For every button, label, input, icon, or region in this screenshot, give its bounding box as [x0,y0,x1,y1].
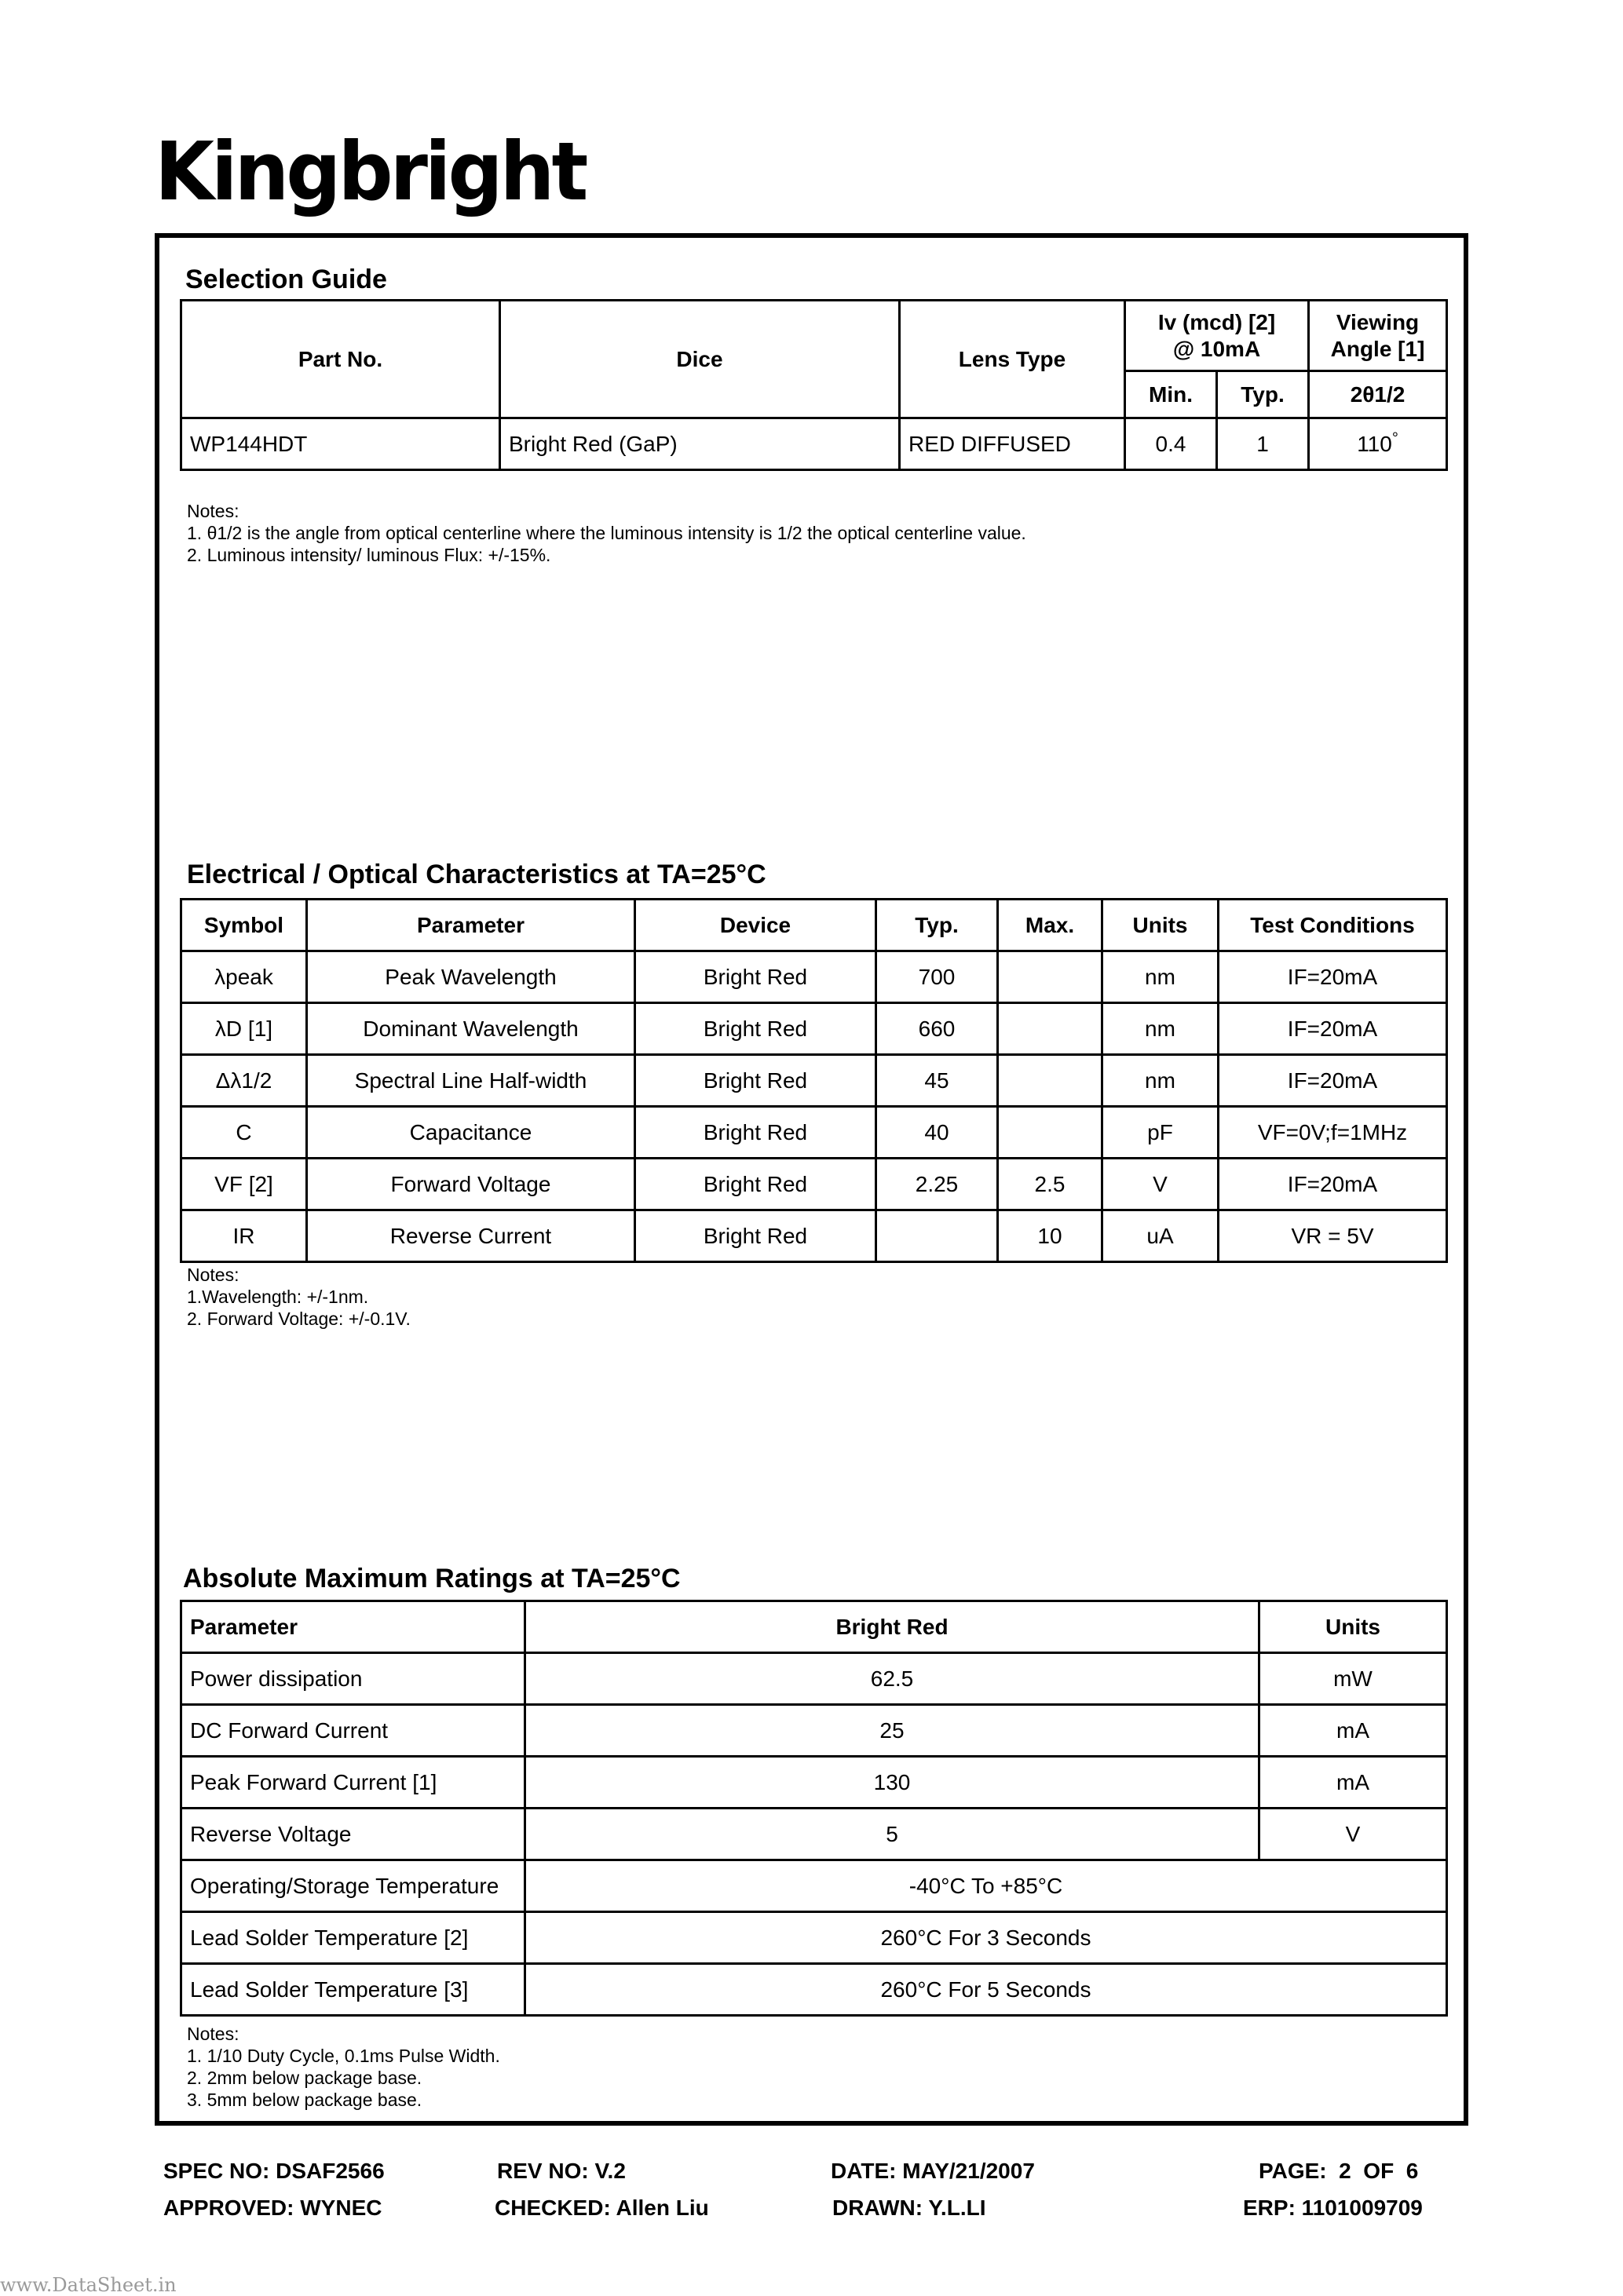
kingbright-logo: Kingbright [155,125,586,220]
electrical-title: Electrical / Optical Characteristics at TA=25°C [187,860,766,889]
header-parameter: Parameter [307,900,635,951]
table-row [181,1809,1447,1860]
cell-device: Bright Red [635,1003,876,1055]
cell-dice: Bright Red (GaP) [500,418,900,470]
table-row [181,418,1447,470]
cell-parameter: Reverse Voltage [181,1809,525,1860]
cell-max: 10 [998,1210,1102,1262]
cell-units: nm [1102,1055,1219,1107]
cell-device: Bright Red [635,1210,876,1262]
table-row [181,1159,1447,1210]
cell-min: 0.4 [1125,418,1217,470]
header-part-no: Part No. [181,301,500,418]
cell-symbol: λpeak [181,951,307,1003]
cell-parameter: Lead Solder Temperature [3] [181,1964,525,2016]
header-viewing-angle [1309,301,1447,371]
notes-label: Notes: [187,501,239,521]
table-row [181,1107,1447,1159]
cell-parameter: Reverse Current [307,1210,635,1262]
header-bright-red: Bright Red [525,1601,1259,1653]
absolute-ratings-table [180,1600,1448,2017]
cell-device: Bright Red [635,1159,876,1210]
electrical-notes [187,1264,411,1330]
cell-units: mW [1259,1653,1447,1705]
table-row [181,1003,1447,1055]
cell-typ [876,1210,998,1262]
cell-test-conditions: VR = 5V [1219,1210,1447,1262]
note-item: 2. 2mm below package base. [187,2068,422,2088]
header-test-conditions: Test Conditions [1219,900,1447,951]
cell-value: 25 [525,1705,1259,1757]
note-item: 2. Luminous intensity/ luminous Flux: +/-15%. [187,545,551,565]
footer-date: DATE: MAY/21/2007 [831,2159,1035,2183]
cell-value: 130 [525,1757,1259,1809]
table-row [181,1912,1447,1964]
cell-test-conditions: IF=20mA [1219,1159,1447,1210]
cell-typ: 45 [876,1055,998,1107]
cell-units: pF [1102,1107,1219,1159]
cell-test-conditions: VF=0V;f=1MHz [1219,1107,1447,1159]
cell-value: -40°C To +85°C [525,1860,1447,1912]
header-symbol: Symbol [181,900,307,951]
header-device: Device [635,900,876,951]
cell-test-conditions: IF=20mA [1219,1055,1447,1107]
cell-test-conditions: IF=20mA [1219,1003,1447,1055]
header-viewing-line2: Angle [1] [1330,336,1425,361]
note-item: 1. 1/10 Duty Cycle, 0.1ms Pulse Width. [187,2046,500,2066]
watermark: www.DataSheet.in [0,2274,177,2296]
cell-angle [1309,418,1447,470]
cell-lens-type: RED DIFFUSED [900,418,1125,470]
electrical-table [180,898,1448,1263]
cell-test-conditions: IF=20mA [1219,951,1447,1003]
angle-value: 110 [1357,431,1392,456]
header-viewing-line1: Viewing [1336,309,1420,334]
table-row [181,1757,1447,1809]
footer-erp: ERP: 1101009709 [1243,2196,1423,2220]
cell-max [998,1003,1102,1055]
cell-parameter: DC Forward Current [181,1705,525,1757]
cell-parameter: Operating/Storage Temperature [181,1860,525,1912]
table-row [181,1964,1447,2016]
table-row [181,1055,1447,1107]
header-units: Units [1102,900,1219,951]
note-item: 1. θ1/2 is the angle from optical centerline where the luminous intensity is 1/2 the optical centerline value. [187,523,1026,543]
degree-symbol: ° [1391,429,1398,447]
header-iv-line2: @ 10mA [1172,336,1261,361]
note-item: 1.Wavelength: +/-1nm. [187,1287,369,1307]
footer-drawn: DRAWN: Y.L.LI [832,2196,986,2220]
note-item: 2. Forward Voltage: +/-0.1V. [187,1309,411,1329]
cell-value: 62.5 [525,1653,1259,1705]
cell-device: Bright Red [635,1055,876,1107]
absolute-ratings-title: Absolute Maximum Ratings at TA=25°C [183,1564,681,1593]
absolute-notes [187,2023,500,2111]
footer-approved: APPROVED: WYNEC [163,2196,382,2220]
footer-spec-no: SPEC NO: DSAF2566 [163,2159,385,2183]
cell-max: 2.5 [998,1159,1102,1210]
header-max: Max. [998,900,1102,951]
cell-part-no: WP144HDT [181,418,500,470]
cell-units: V [1259,1809,1447,1860]
notes-label: Notes: [187,2024,239,2044]
header-lens-type: Lens Type [900,301,1125,418]
header-row [181,900,1447,951]
selection-guide-table [180,299,1448,471]
header-row [181,1601,1447,1653]
cell-parameter: Spectral Line Half-width [307,1055,635,1107]
cell-typ: 2.25 [876,1159,998,1210]
header-dice: Dice [500,301,900,418]
cell-typ: 40 [876,1107,998,1159]
cell-symbol: λD [1] [181,1003,307,1055]
cell-units: mA [1259,1757,1447,1809]
cell-parameter: Forward Voltage [307,1159,635,1210]
cell-symbol: IR [181,1210,307,1262]
note-item: 3. 5mm below package base. [187,2090,422,2110]
notes-label: Notes: [187,1265,239,1285]
cell-symbol: C [181,1107,307,1159]
header-iv-line1: Iv (mcd) [2] [1157,309,1276,334]
cell-units: nm [1102,951,1219,1003]
footer-page: PAGE: 2 OF 6 [1259,2159,1419,2183]
header-units: Units [1259,1601,1447,1653]
cell-parameter: Capacitance [307,1107,635,1159]
cell-parameter: Power dissipation [181,1653,525,1705]
cell-device: Bright Red [635,1107,876,1159]
cell-typ: 700 [876,951,998,1003]
cell-value: 5 [525,1809,1259,1860]
header-min: Min. [1125,371,1217,418]
selection-guide-title: Selection Guide [185,265,387,294]
cell-value: 260°C For 5 Seconds [525,1964,1447,2016]
cell-units: mA [1259,1705,1447,1757]
header-typ: Typ. [876,900,998,951]
cell-units: V [1102,1159,1219,1210]
cell-typ: 1 [1217,418,1309,470]
table-row [181,1653,1447,1705]
cell-symbol: Δλ1/2 [181,1055,307,1107]
cell-symbol: VF [2] [181,1159,307,1210]
cell-units: nm [1102,1003,1219,1055]
table-row [181,1860,1447,1912]
header-typ: Typ. [1217,371,1309,418]
header-iv [1125,301,1309,371]
selection-notes [187,500,1026,566]
cell-max [998,1055,1102,1107]
cell-parameter: Lead Solder Temperature [2] [181,1912,525,1964]
cell-parameter: Dominant Wavelength [307,1003,635,1055]
cell-parameter: Peak Wavelength [307,951,635,1003]
cell-units: uA [1102,1210,1219,1262]
header-parameter: Parameter [181,1601,525,1653]
cell-typ: 660 [876,1003,998,1055]
footer-checked: CHECKED: Allen Liu [495,2196,709,2220]
table-row [181,1705,1447,1757]
cell-value: 260°C For 3 Seconds [525,1912,1447,1964]
cell-parameter: Peak Forward Current [1] [181,1757,525,1809]
cell-device: Bright Red [635,951,876,1003]
cell-max [998,951,1102,1003]
cell-max [998,1107,1102,1159]
table-row [181,1210,1447,1262]
header-angle: 2θ1/2 [1309,371,1447,418]
footer-rev-no: REV NO: V.2 [497,2159,626,2183]
table-row [181,951,1447,1003]
